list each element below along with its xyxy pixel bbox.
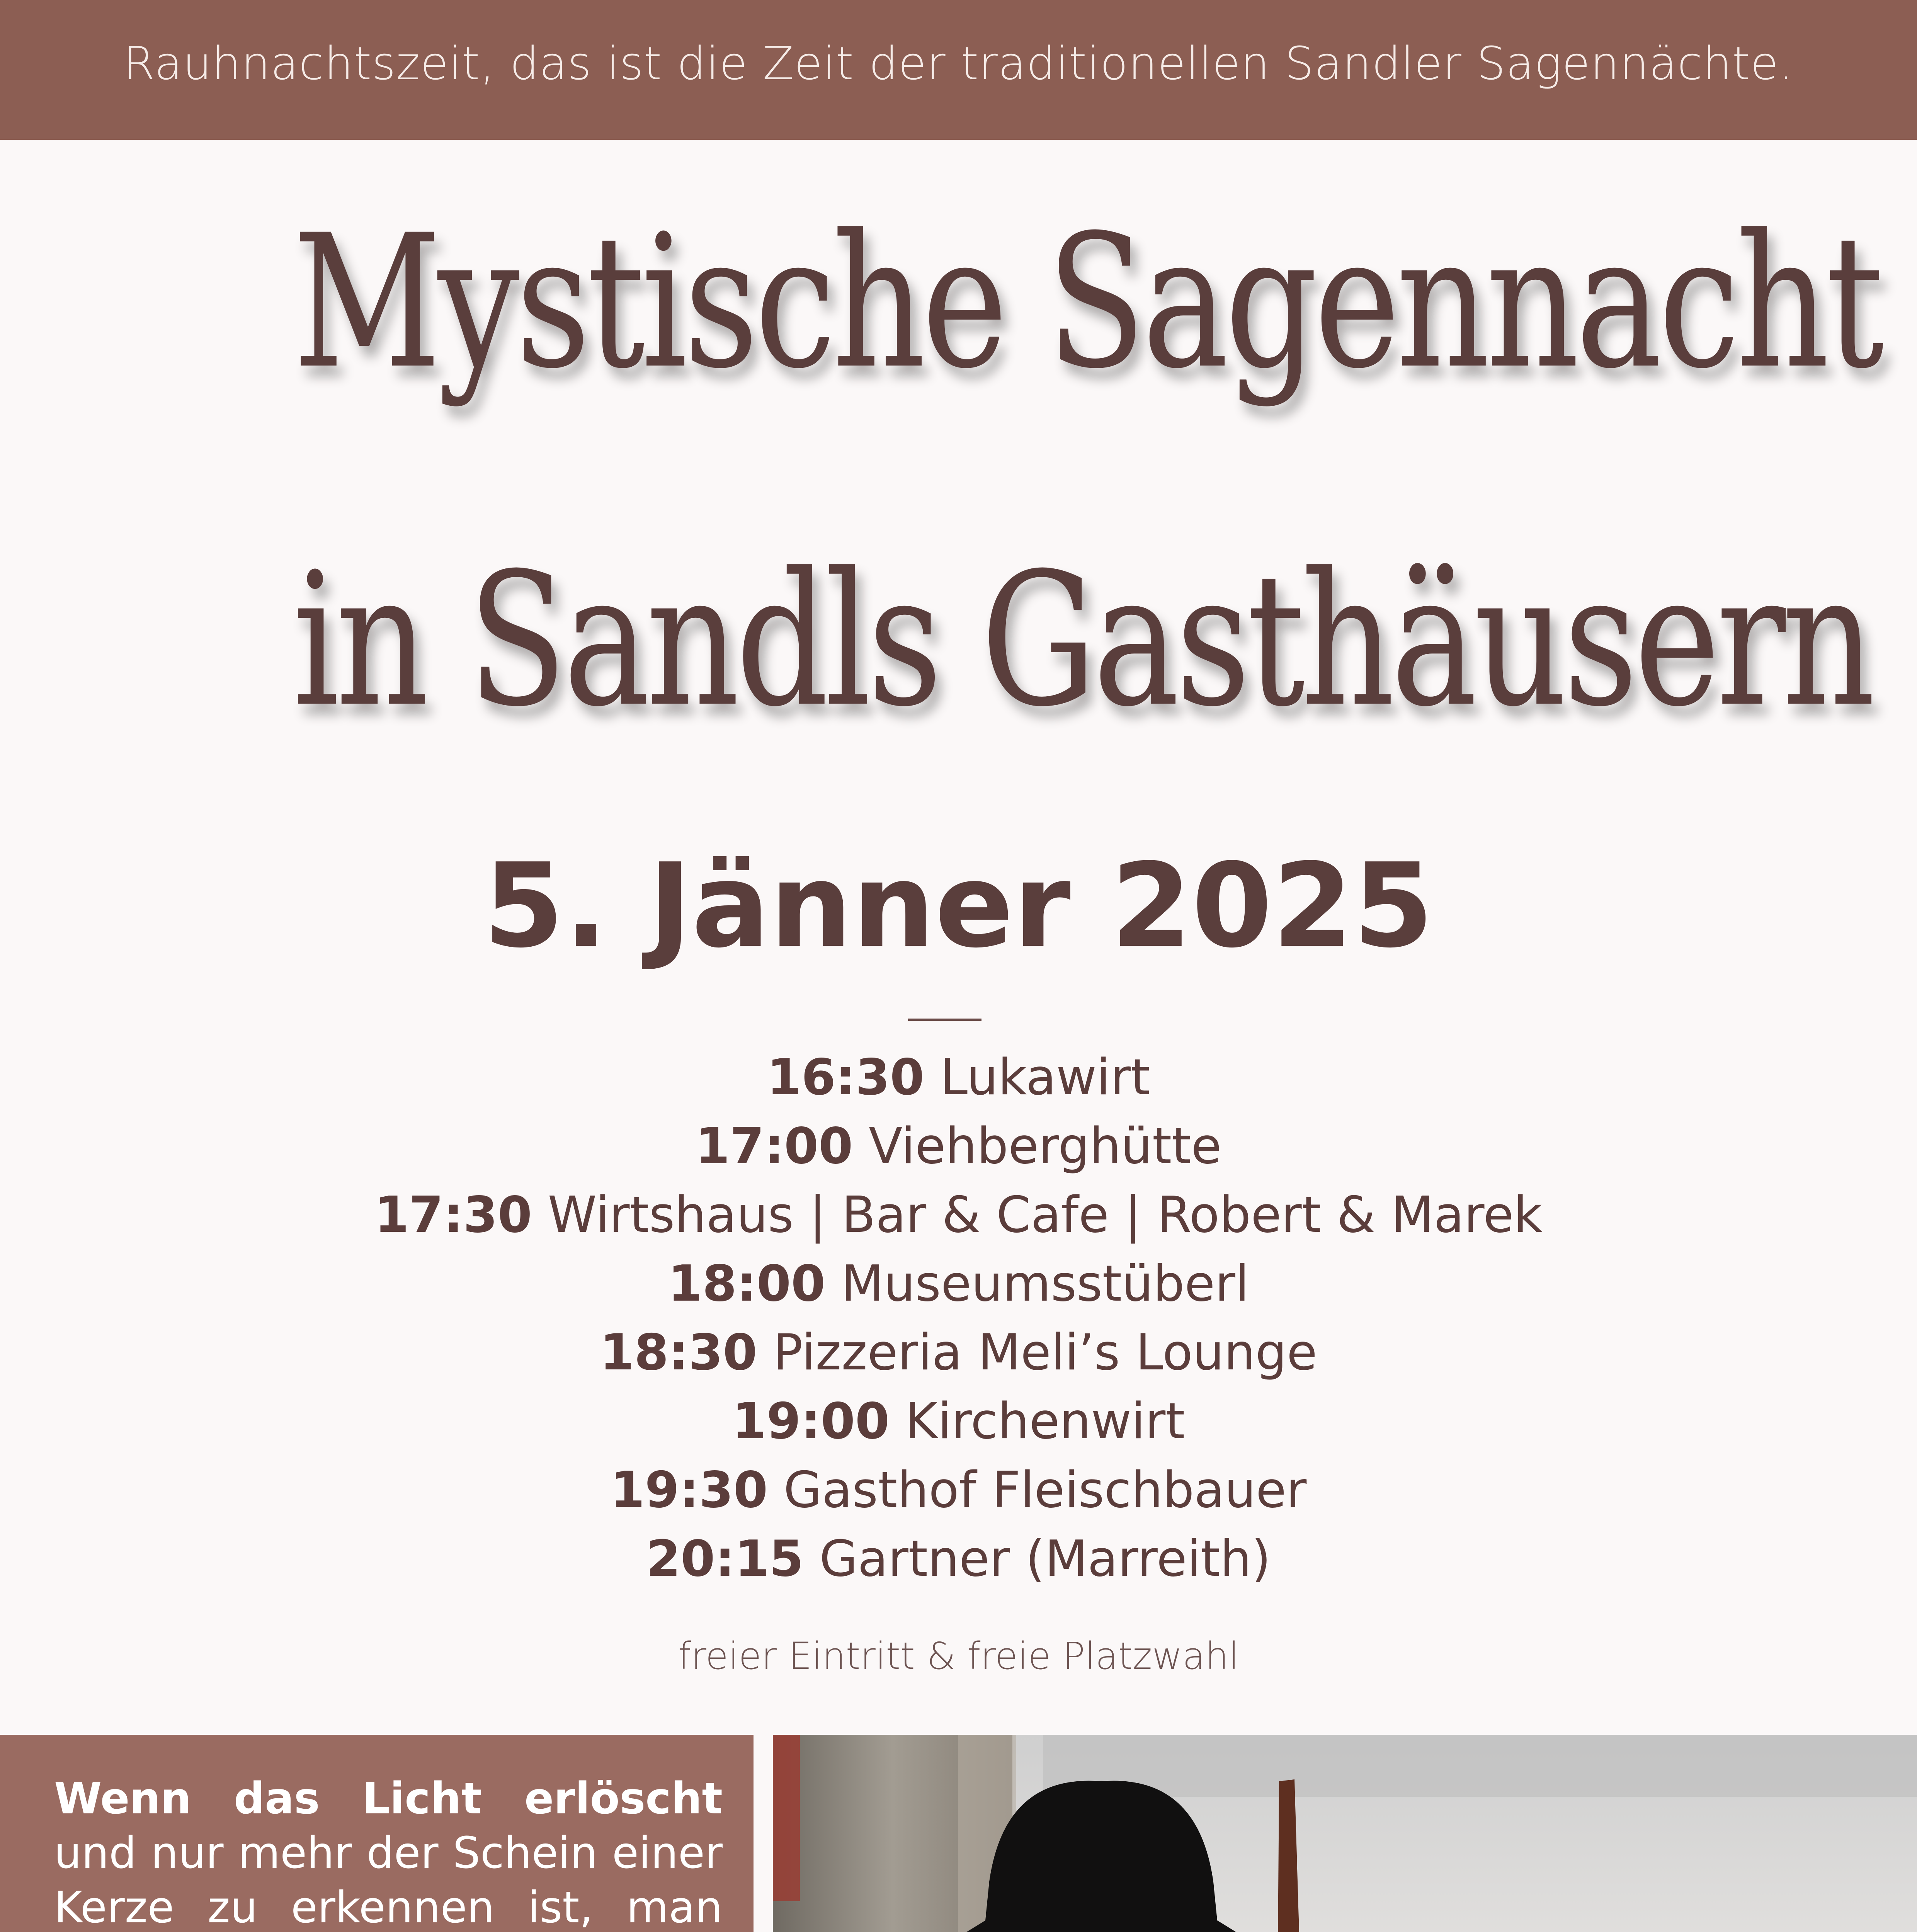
banner-text: Rauhnachtszeit, das ist die Zeit der traditionellen Sandler Sagennächte. — [123, 37, 1794, 90]
story-lead: Wenn das Licht erlöscht — [54, 1774, 723, 1824]
schedule-item — [0, 1043, 1917, 1112]
top-banner — [0, 0, 1917, 140]
schedule-time: 19:30 — [610, 1461, 768, 1519]
mosaic-detail — [773, 1735, 800, 1901]
schedule-venue: Museumsstüberl — [841, 1255, 1249, 1313]
schedule-item — [0, 1112, 1917, 1181]
schedule-time: 17:00 — [695, 1117, 853, 1175]
schedule-venue: Pizzeria Meli’s Lounge — [773, 1324, 1317, 1381]
schedule-venue: Wirtshaus | Bar & Cafe | Robert & Marek — [548, 1186, 1543, 1244]
schedule-venue: Viehberghütte — [868, 1117, 1222, 1175]
schedule-time: 19:00 — [732, 1393, 890, 1450]
story-text — [54, 1772, 723, 1932]
schedule-item — [0, 1181, 1917, 1250]
divider — [908, 1019, 981, 1021]
schedule-time: 20:15 — [646, 1530, 804, 1588]
schedule-list — [0, 1043, 1917, 1594]
title-line-2: in Sandls Gasthäusern — [293, 534, 1872, 747]
schedule-time: 18:00 — [668, 1255, 826, 1313]
schedule-venue: Lukawirt — [940, 1049, 1150, 1106]
schedule-time: 16:30 — [767, 1049, 925, 1106]
schedule-item — [0, 1387, 1917, 1456]
story-body: und nur mehr der Schein einer Kerze zu erkennen ist, man — [54, 1828, 723, 1932]
event-date: 5. Jänner 2025 — [483, 838, 1434, 973]
distant-treeline — [1043, 1735, 1917, 1797]
title-line-1: Mystische Sagennacht — [293, 196, 1881, 409]
schedule-item — [0, 1525, 1917, 1594]
storyteller-photo — [773, 1735, 1917, 1932]
entry-note: freier Eintritt & freie Platzwahl — [678, 1634, 1239, 1678]
storyteller-illustration — [773, 1735, 1917, 1932]
schedule-venue: Gasthof Fleischbauer — [783, 1461, 1307, 1519]
schedule-time: 17:30 — [374, 1186, 532, 1244]
schedule-venue: Kirchenwirt — [905, 1393, 1185, 1450]
schedule-time: 18:30 — [600, 1324, 757, 1381]
schedule-item — [0, 1318, 1917, 1387]
schedule-item — [0, 1250, 1917, 1318]
story-box — [0, 1735, 754, 1932]
schedule-item — [0, 1456, 1917, 1525]
schedule-venue: Gartner (Marreith) — [819, 1530, 1271, 1588]
